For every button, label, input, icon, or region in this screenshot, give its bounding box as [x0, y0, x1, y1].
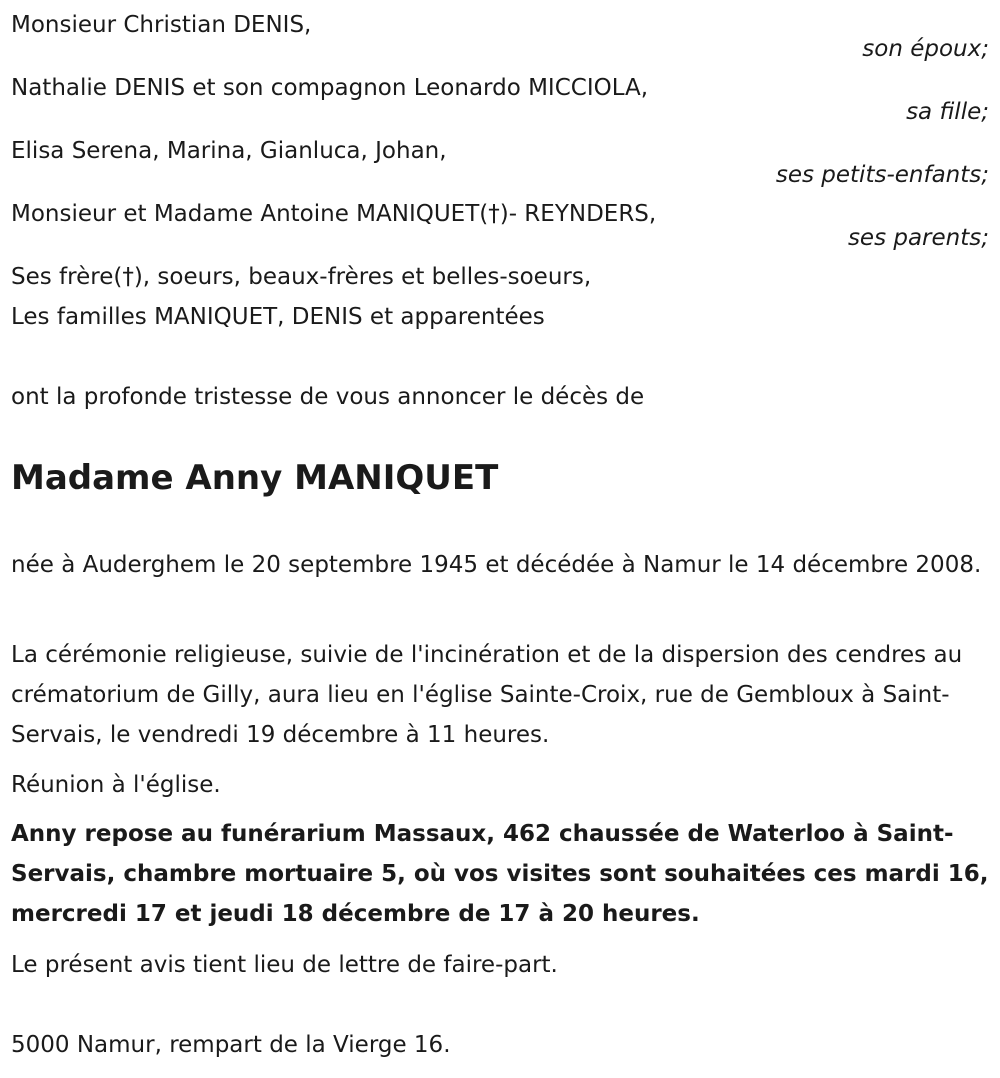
family-role-0: son époux;	[862, 36, 989, 62]
family-name-3: Monsieur et Madame Antoine MANIQUET(†)- REYNDERS,	[11, 201, 657, 227]
family-role-2: ses petits-enfants;	[775, 162, 989, 188]
family-role-1: sa fille;	[906, 99, 989, 125]
family-name-0: Monsieur Christian DENIS,	[11, 12, 312, 38]
announcement-text: ont la profonde tristesse de vous annoncer le décès de	[11, 384, 645, 410]
notice-text: Le présent avis tient lieu de lettre de faire-part.	[11, 952, 558, 978]
ceremony-text: La cérémonie religieuse, suivie de l'incinération et de la dispersion des cendres au crématorium de Gilly, aura lieu en l'église Sainte-Croix, rue de Gembloux à Saint-Servais, le vendredi 19 décembre à 11 heures.	[11, 642, 963, 748]
reunion-text: Réunion à l'église.	[11, 772, 221, 798]
family-name-1: Nathalie DENIS et son compagnon Leonardo MICCIOLA,	[11, 75, 649, 101]
family-role-3: ses parents;	[847, 225, 989, 251]
other-relatives-0: Ses frère(†), soeurs, beaux-frères et belles-soeurs,	[11, 264, 592, 290]
deceased-name: Madame Anny MANIQUET	[11, 458, 499, 498]
visitation-text: Anny repose au funérarium Massaux, 462 chaussée de Waterloo à Saint-Servais, chambre mortuaire 5, où vos visites sont souhaitées ces mardi 16, mercredi 17 et jeudi 18 décembre de 17 à 20 heures.	[11, 821, 989, 927]
birth-death-text: née à Auderghem le 20 septembre 1945 et décédée à Namur le 14 décembre 2008.	[11, 552, 982, 578]
other-relatives-1: Les familles MANIQUET, DENIS et apparentées	[11, 304, 545, 330]
family-name-2: Elisa Serena, Marina, Gianluca, Johan,	[11, 138, 447, 164]
address-text: 5000 Namur, rempart de la Vierge 16.	[11, 1032, 451, 1058]
